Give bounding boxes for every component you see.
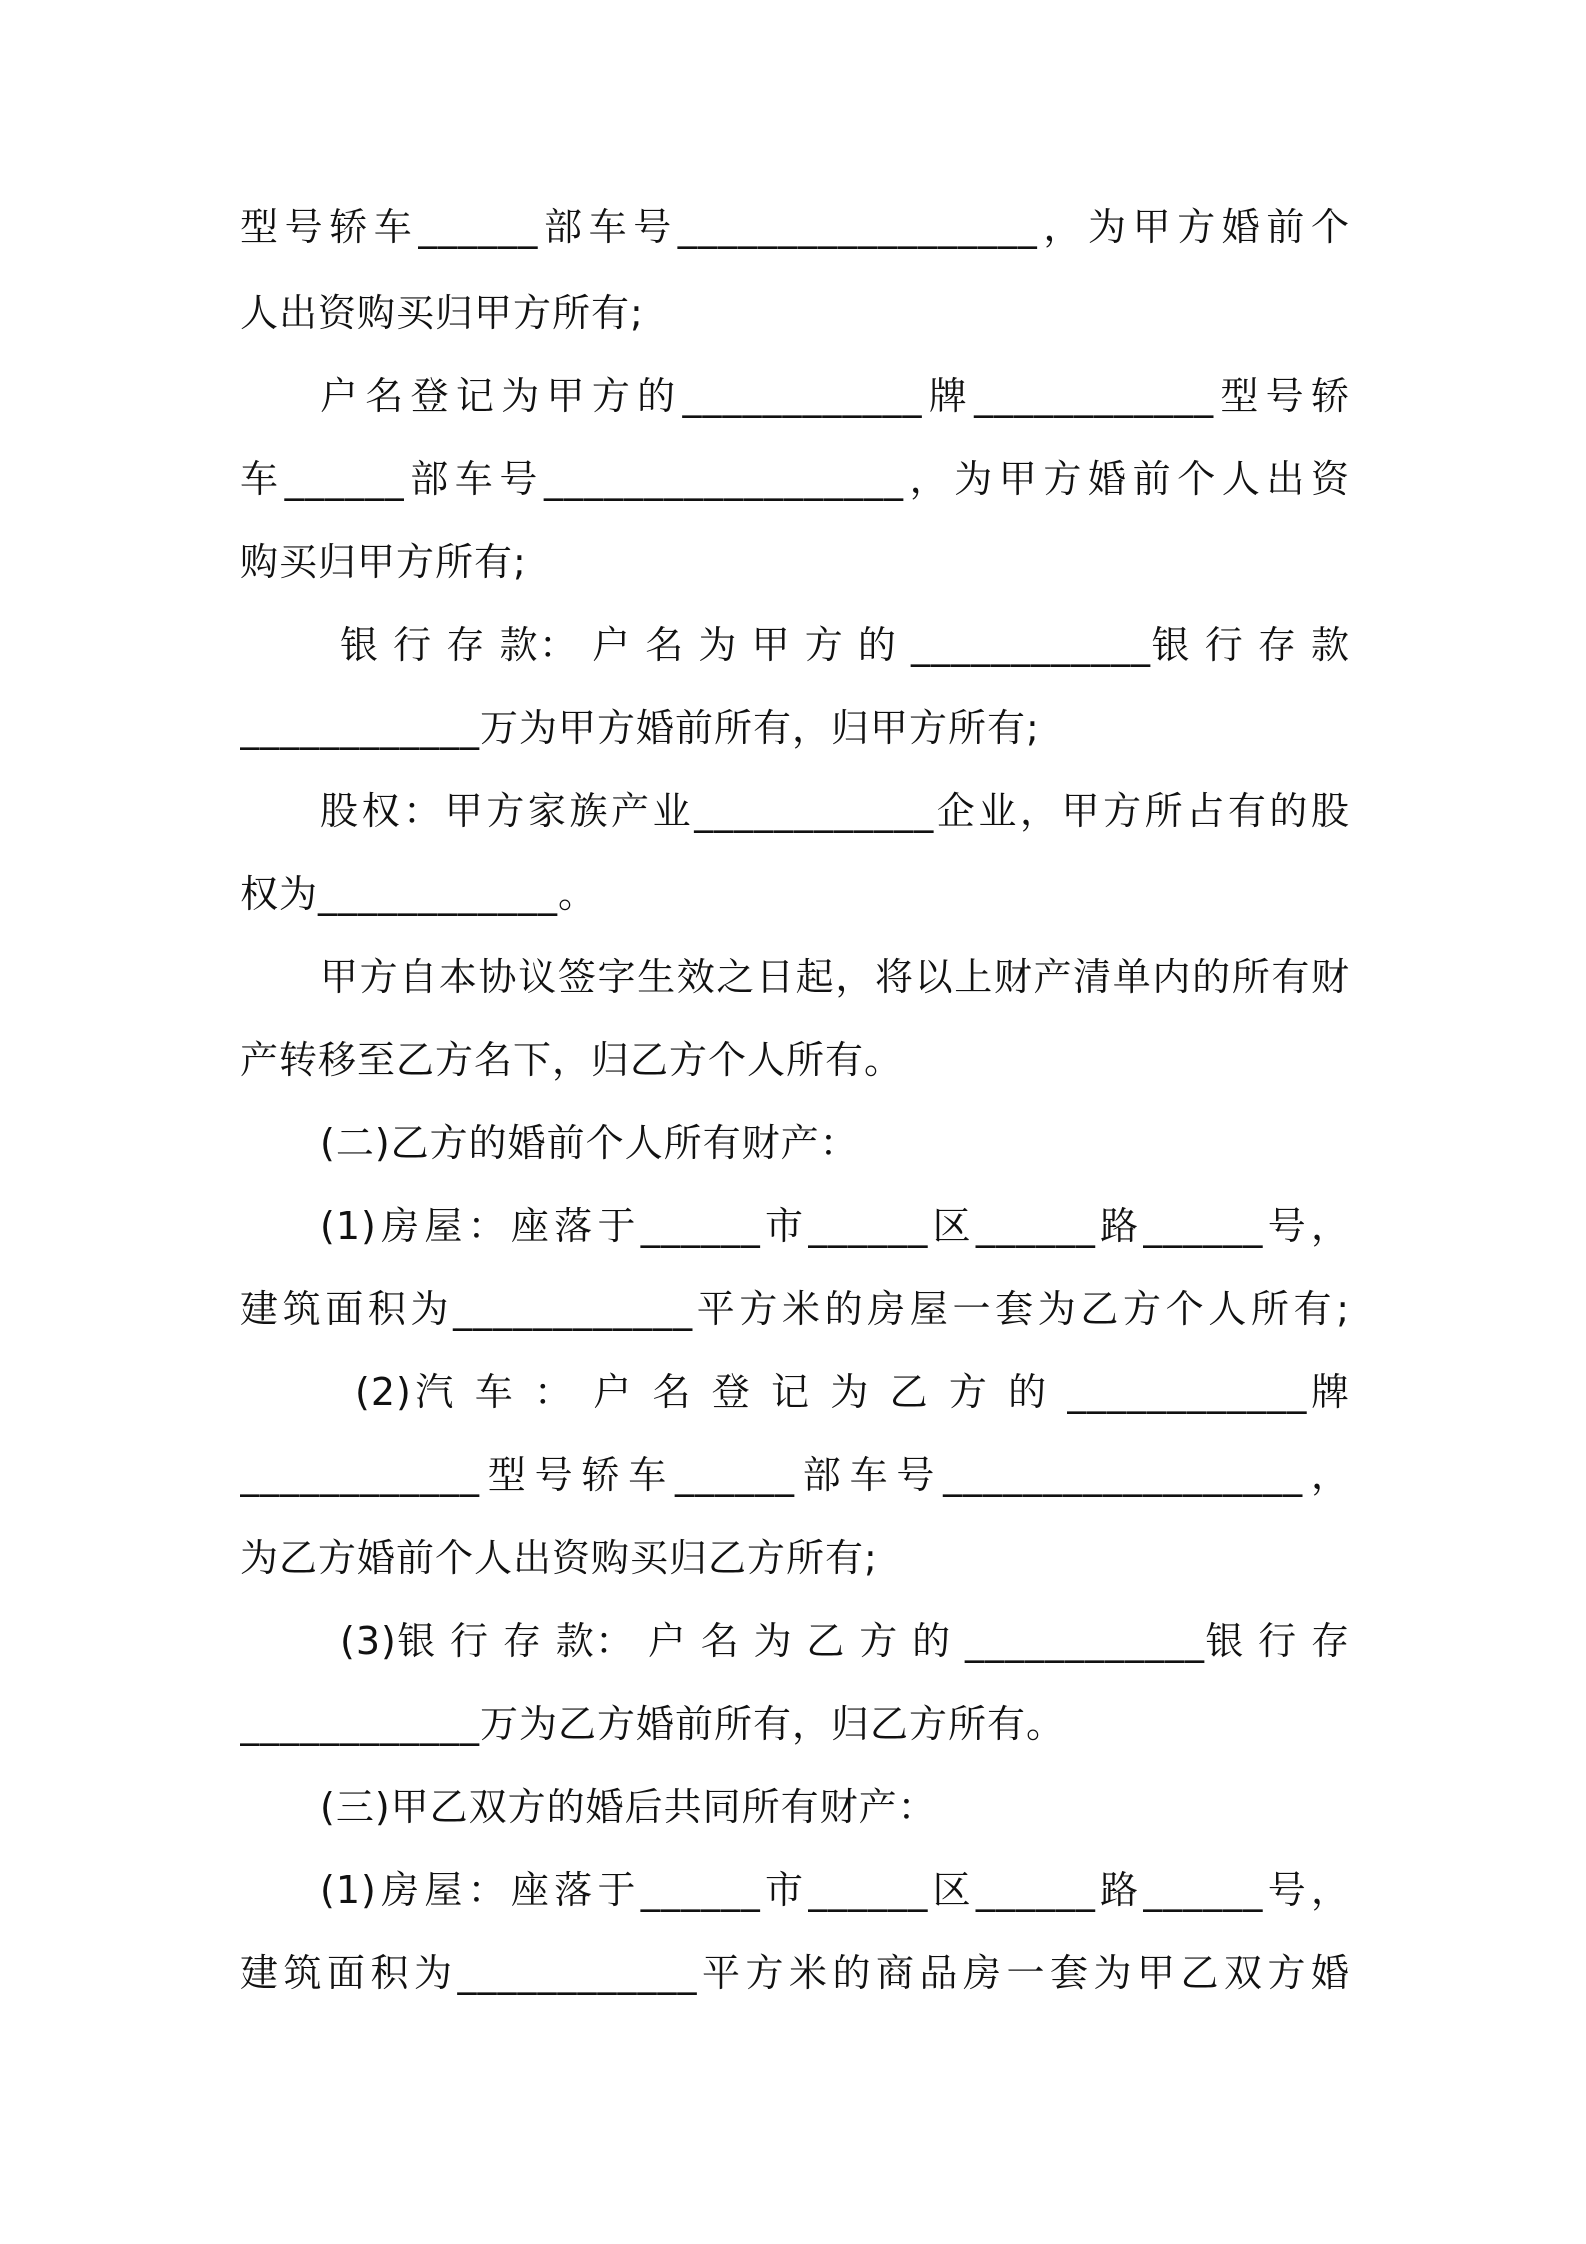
text-line: (2)汽 车 ： 户 名 登 记 为 乙 方 的 ____________牌 (355, 1370, 1350, 1414)
text-line: ____________万为乙方婚前所有，归乙方所有。 (240, 1702, 1066, 1746)
text-line: (3)银 行 存 款： 户 名 为 乙 方 的 ____________银 行 存 (340, 1619, 1350, 1663)
text-line: 建筑面积为____________平方米的房屋一套为乙方个人所有; (240, 1287, 1350, 1331)
text-line: 人出资购买归甲方所有; (240, 291, 644, 335)
text-line: (1)房屋：座落于______市______区______路______号， (320, 1868, 1350, 1912)
text-line: 权为____________。 (240, 872, 598, 916)
text-line: 型号轿车______部车号__________________，为甲方婚前个 (240, 205, 1350, 249)
text-line: 建筑面积为____________平方米的商品房一套为甲乙双方婚 (240, 1951, 1350, 1995)
text-line: 银 行 存 款： 户 名 为 甲 方 的 ____________银 行 存 款 (340, 623, 1350, 667)
text-line: 户名登记为甲方的____________牌____________型号轿 (320, 374, 1350, 418)
text-line: 甲方自本协议签字生效之日起，将以上财产清单内的所有财 (320, 955, 1350, 999)
text-line: ____________万为甲方婚前所有，归甲方所有; (240, 706, 1040, 750)
text-line: ____________型号轿车______部车号__________________， (240, 1453, 1350, 1497)
section-heading: (三)甲乙双方的婚后共同所有财产： (320, 1785, 937, 1829)
section-heading: (二)乙方的婚前个人所有财产： (320, 1121, 859, 1165)
text-line: 车______部车号__________________，为甲方婚前个人出资 (240, 457, 1350, 501)
text-line: (1)房屋：座落于______市______区______路______号， (320, 1204, 1350, 1248)
text-line: 股权：甲方家族产业____________企业，甲方所占有的股 (320, 789, 1350, 833)
text-line: 为乙方婚前个人出资购买归乙方所有; (240, 1536, 878, 1580)
text-line: 产转移至乙方名下，归乙方个人所有。 (240, 1038, 904, 1082)
text-line: 购买归甲方所有; (240, 540, 527, 584)
